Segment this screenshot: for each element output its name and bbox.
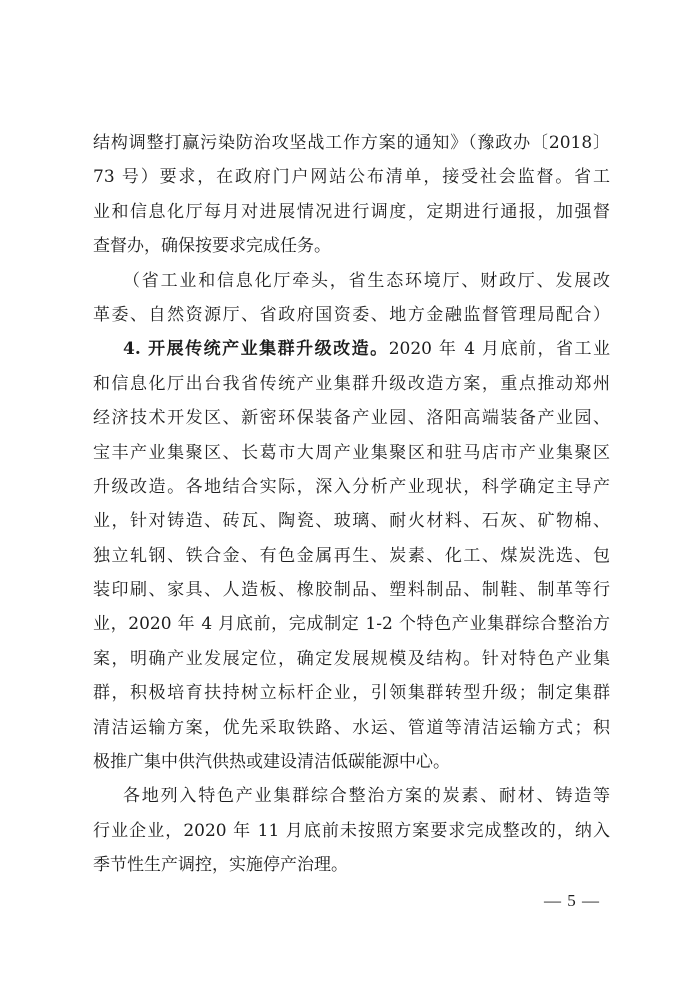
document-body [93, 126, 610, 883]
paragraph-3 [93, 332, 610, 779]
text-line: 革委、自然资源厅、省政府国资委、地方金融监督管理局配合） [93, 304, 610, 325]
text-line: 清洁运输方案，优先采取铁路、水运、管道等清洁运输方式；积 [93, 717, 610, 738]
text-line: 极推广集中供汽供热或建设清洁低碳能源中心。 [93, 752, 450, 773]
paragraph-2 [93, 264, 610, 333]
text-line: 业，2020 年 4 月底前，完成制定 1-2 个特色产业集群综合整治方 [93, 614, 610, 635]
paragraph-1 [93, 126, 610, 264]
text-line: 升级改造。各地结合实际，深入分析产业现状，科学确定主导产 [93, 476, 610, 497]
text-line: 独立轧钢、铁合金、有色金属再生、炭素、化工、煤炭洗选、包 [93, 545, 610, 566]
paragraph-4 [93, 779, 610, 882]
page-number: — 5 — [544, 891, 600, 910]
text-line: 73 号）要求，在政府门户网站公布清单，接受社会监督。省工 [93, 167, 610, 188]
text-line: 和信息化厅出台我省传统产业集群升级改造方案，重点推动郑州 [93, 373, 610, 394]
text-line: 业，针对铸造、砖瓦、陶瓷、玻璃、耐火材料、石灰、矿物棉、 [93, 511, 610, 532]
text-line: 行业企业，2020 年 11 月底前未按照方案要求完成整改的，纳入 [93, 820, 610, 841]
text-line: 群，积极培育扶持树立标杆企业，引领集群转型升级；制定集群 [93, 683, 610, 704]
text-line: 经济技术开发区、新密环保装备产业园、洛阳高端装备产业园、 [93, 408, 610, 429]
text-line: 装印刷、家具、人造板、橡胶制品、塑料制品、制鞋、制革等行 [93, 580, 610, 601]
text-line: 业和信息化厅每月对进展情况进行调度，定期进行通报，加强督 [93, 201, 610, 222]
text-line: 宝丰产业集聚区、长葛市大周产业集聚区和驻马店市产业集聚区 [93, 442, 610, 463]
text-line: 查督办，确保按要求完成任务。 [93, 236, 331, 257]
text-line: 季节性生产调控，实施停产治理。 [93, 855, 348, 876]
text-line: 案，明确产业发展定位，确定发展规模及结构。针对特色产业集 [93, 648, 610, 669]
text-line: 结构调整打赢污染防治攻坚战工作方案的通知》（豫政办〔2018〕 [93, 133, 610, 153]
section-heading: 4. 开展传统产业集群升级改造。 [123, 339, 389, 360]
text-run: 2020 年 4 月底前，省工业 [388, 339, 610, 360]
text-line: 各地列入特色产业集群综合整治方案的炭素、耐材、铸造等 [123, 786, 610, 807]
text-line-with-heading [93, 332, 610, 366]
text-line: （省工业和信息化厅牵头，省生态环境厅、财政厅、发展改 [123, 270, 610, 291]
